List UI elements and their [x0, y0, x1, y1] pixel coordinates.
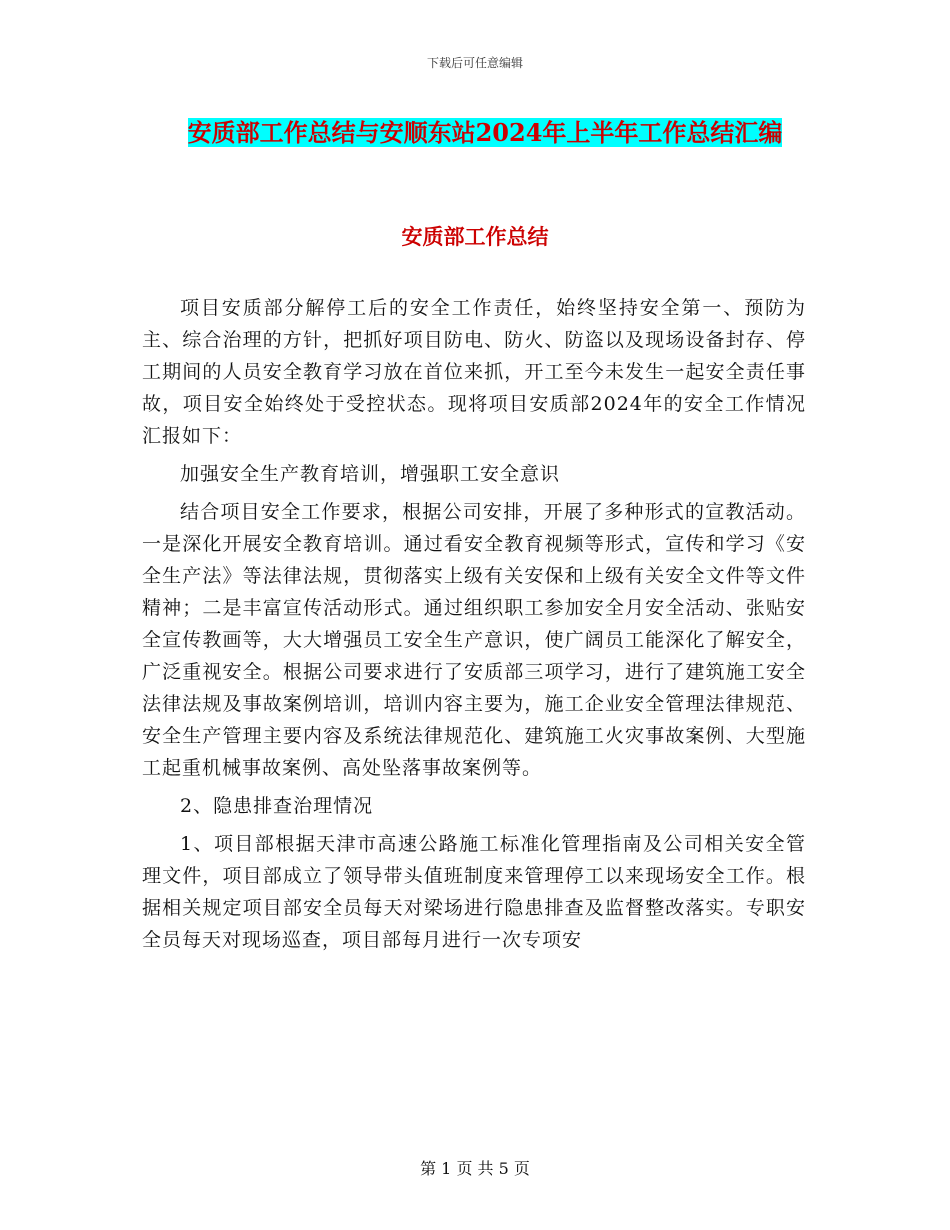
paragraph-hazards: 1、项目部根据天津市高速公路施工标准化管理指南及公司相关安全管理文件，项目部成立了领导带头值班制度来管理停工以来现场安全工作。根据相关规定项目部安全员每天对梁场进行隐患排查及监督整改落实。专职安全员每天对现场巡查，项目部每月进行一次专项安 [142, 833, 806, 951]
section-title: 安质部工作总结 [401, 224, 549, 249]
paragraph-heading-training: 加强安全生产教育培训，增强职工安全意识 [180, 463, 561, 485]
document-title-text: 安质部工作总结与安顺东站2024年上半年工作总结汇编 [187, 118, 783, 147]
page-number: 第 1 页 共 5 页 [420, 1159, 530, 1178]
document-title [140, 108, 830, 158]
paragraph-intro: 项目安质部分解停工后的安全工作责任，始终坚持安全第一、预防为主、综合治理的方针，把抓好项目防电、防火、防盗以及现场设备封存、停工期间的人员安全教育学习放在首位来抓，开工至今未发生一起安全责任事故，项目安全始终处于受控状态。现将项目安质部2024年的安全工作情况汇报如下： [142, 297, 806, 447]
paragraph-heading-hazards: 2、隐患排查治理情况 [180, 795, 374, 817]
header-note: 下载后可任意编辑 [426, 56, 523, 70]
document-body [142, 292, 806, 962]
paragraph-training: 结合项目安全工作要求，根据公司安排，开展了多种形式的宣教活动。一是深化开展安全教育培训。通过看安全教育视频等形式，宣传和学习《安全生产法》等法律法规，贯彻落实上级有关安保和上级有关安全文件等文件精神；二是丰富宣传活动形式。通过组织职工参加安全月安全活动、张贴安全宣传教画等，大大增强员工安全生产意识，使广阔员工能深化了解安全，广泛重视安全。根据公司要求进行了安质部三项学习，进行了建筑施工安全法律法规及事故案例培训，培训内容主要为，施工企业安全管理法律规范、安全生产管理主要内容及系统法律规范化、建筑施工火灾事故案例、大型施工起重机械事故案例、高处坠落事故案例等。 [142, 501, 806, 779]
